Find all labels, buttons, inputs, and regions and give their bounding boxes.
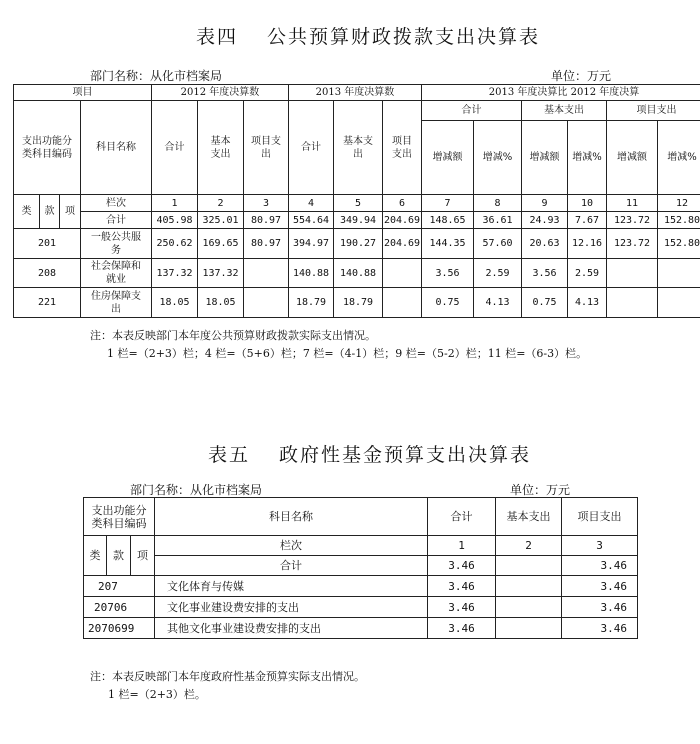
sum-cell: 554.64	[289, 212, 334, 229]
r221-cell	[607, 288, 658, 318]
table4-title: 表四 公共预算财政拨款支出决算表	[196, 26, 541, 48]
sum-cell: 204.69	[383, 212, 422, 229]
t5-header-total: 合计	[428, 498, 496, 536]
t5-row-code: 20706	[84, 597, 155, 618]
t5-sum-project: 3.46	[562, 556, 638, 576]
colno-cell: 7	[422, 195, 474, 212]
t5-sum-total: 3.46	[428, 556, 496, 576]
r201-cell: 123.72	[607, 229, 658, 259]
t5-colno-cell: 3	[562, 536, 638, 556]
colno-cell: 2	[198, 195, 244, 212]
header-2013: 2013 年度决算数	[289, 85, 422, 101]
sum-cell: 148.65	[422, 212, 474, 229]
r208-cell: 140.88	[289, 259, 334, 288]
r221-cell: 0.75	[522, 288, 568, 318]
row-name-208: 社会保障和就业	[81, 259, 152, 288]
header-2012-basic: 基本支出	[198, 101, 244, 195]
row-label-colno: 栏次	[81, 195, 152, 212]
t5-row-code: 207	[84, 576, 155, 597]
table4-note: 注：本表反映部门本年度公共预算财政拨款实际支出情况。	[90, 329, 376, 342]
r221-cell: 4.13	[568, 288, 607, 318]
t5-row-basic	[496, 576, 562, 597]
t5-row-project: 3.46	[562, 618, 638, 639]
t5-header-code: 支出功能分类科目编码	[84, 498, 155, 536]
sum-cell: 349.94	[334, 212, 383, 229]
r221-cell	[658, 288, 700, 318]
row-code-221: 221	[14, 288, 81, 318]
t5-header-xiang: 项	[131, 536, 155, 576]
t5-header-kuan: 款	[107, 536, 131, 576]
header-2013-basic: 基本支出	[334, 101, 383, 195]
header-2013-project: 项目支出	[383, 101, 422, 195]
r221-cell: 18.05	[198, 288, 244, 318]
header-incpct: 增减%	[568, 121, 607, 195]
r201-cell: 394.97	[289, 229, 334, 259]
header-item: 项目	[14, 85, 152, 101]
r201-cell: 190.27	[334, 229, 383, 259]
header-kuan: 款	[40, 195, 60, 229]
header-2013-total: 合计	[289, 101, 334, 195]
colno-cell: 11	[607, 195, 658, 212]
colno-cell: 3	[244, 195, 289, 212]
t5-row-total: 3.46	[428, 597, 496, 618]
table5-unit: 单位：万元	[510, 483, 571, 497]
t5-row-name: 文化体育与传媒	[155, 576, 428, 597]
header-incamt: 增减额	[522, 121, 568, 195]
r221-cell: 4.13	[474, 288, 522, 318]
sum-cell: 80.97	[244, 212, 289, 229]
header-2012-total: 合计	[152, 101, 198, 195]
r201-cell: 57.60	[474, 229, 522, 259]
r208-cell	[383, 259, 422, 288]
r208-cell	[244, 259, 289, 288]
r221-cell: 18.79	[289, 288, 334, 318]
row-name-201: 一般公共服务	[81, 229, 152, 259]
r208-cell: 137.32	[152, 259, 198, 288]
header-subject: 科目名称	[81, 101, 152, 195]
r201-cell: 169.65	[198, 229, 244, 259]
header-incamt: 增减额	[607, 121, 658, 195]
t5-row-project: 3.46	[562, 597, 638, 618]
r221-cell: 0.75	[422, 288, 474, 318]
colno-cell: 10	[568, 195, 607, 212]
row-code-201: 201	[14, 229, 81, 259]
t5-row-code: 2070699	[84, 618, 155, 639]
r201-cell: 12.16	[568, 229, 607, 259]
t5-row-total: 3.46	[428, 576, 496, 597]
header-cmp-basic: 基本支出	[522, 101, 607, 121]
sum-cell: 7.67	[568, 212, 607, 229]
t5-row-project: 3.46	[562, 576, 638, 597]
header-cmp-project: 项目支出	[607, 101, 700, 121]
sum-cell: 152.80	[658, 212, 700, 229]
t5-row-total: 3.46	[428, 618, 496, 639]
row-code-208: 208	[14, 259, 81, 288]
colno-cell: 8	[474, 195, 522, 212]
r221-cell	[244, 288, 289, 318]
sum-cell: 24.93	[522, 212, 568, 229]
r201-cell: 144.35	[422, 229, 474, 259]
r208-cell	[658, 259, 700, 288]
sum-cell: 325.01	[198, 212, 244, 229]
t5-header-project: 项目支出	[562, 498, 638, 536]
header-incpct: 增减%	[658, 121, 700, 195]
t5-row-name: 其他文化事业建设费安排的支出	[155, 618, 428, 639]
t5-row-name: 文化事业建设费安排的支出	[155, 597, 428, 618]
table5-title: 表五 政府性基金预算支出决算表	[208, 444, 532, 466]
table5-government-fund-expenditure	[83, 497, 638, 639]
header-cmp-total: 合计	[422, 101, 522, 121]
row-name-221: 住房保障支出	[81, 288, 152, 318]
row-label-sum: 合计	[81, 212, 152, 229]
t5-colno-cell: 2	[496, 536, 562, 556]
r208-cell: 2.59	[474, 259, 522, 288]
t5-header-lei: 类	[84, 536, 107, 576]
r221-cell: 18.05	[152, 288, 198, 318]
t5-row-label-colno: 栏次	[155, 536, 428, 556]
header-2012-project: 项目支出	[244, 101, 289, 195]
t5-row-label-sum: 合计	[155, 556, 428, 576]
t5-row-basic	[496, 618, 562, 639]
r208-cell: 137.32	[198, 259, 244, 288]
sum-cell: 36.61	[474, 212, 522, 229]
table5-formula: 1 栏=（2+3）栏。	[108, 688, 206, 701]
r221-cell	[383, 288, 422, 318]
table4-unit: 单位：万元	[551, 69, 612, 83]
header-incpct: 增减%	[474, 121, 522, 195]
r201-cell: 80.97	[244, 229, 289, 259]
colno-cell: 9	[522, 195, 568, 212]
colno-cell: 6	[383, 195, 422, 212]
header-incamt: 增减额	[422, 121, 474, 195]
table4-department: 部门名称：从化市档案局	[90, 69, 223, 83]
r201-cell: 204.69	[383, 229, 422, 259]
t5-header-basic: 基本支出	[496, 498, 562, 536]
colno-cell: 12	[658, 195, 700, 212]
t5-row-basic	[496, 597, 562, 618]
colno-cell: 5	[334, 195, 383, 212]
table5-note: 注：本表反映部门本年度政府性基金预算实际支出情况。	[90, 670, 365, 683]
r201-cell: 20.63	[522, 229, 568, 259]
colno-cell: 1	[152, 195, 198, 212]
header-xiang: 项	[60, 195, 81, 229]
r201-cell: 250.62	[152, 229, 198, 259]
sum-cell: 405.98	[152, 212, 198, 229]
t5-colno-cell: 1	[428, 536, 496, 556]
sum-cell: 123.72	[607, 212, 658, 229]
r221-cell: 18.79	[334, 288, 383, 318]
r208-cell: 3.56	[522, 259, 568, 288]
colno-cell: 4	[289, 195, 334, 212]
r208-cell: 2.59	[568, 259, 607, 288]
header-compare: 2013 年度决算比 2012 年度决算	[422, 85, 700, 101]
header-code: 支出功能分类科目编码	[14, 101, 81, 195]
r208-cell	[607, 259, 658, 288]
table5-department: 部门名称：从化市档案局	[130, 483, 263, 497]
table4-formula: 1 栏=（2+3）栏；4 栏=（5+6）栏；7 栏=（4-1）栏；9 栏=（5-2）栏；11 栏=（6-3）栏。	[107, 347, 588, 360]
r208-cell: 140.88	[334, 259, 383, 288]
t5-header-subject: 科目名称	[155, 498, 428, 536]
t5-sum-basic	[496, 556, 562, 576]
header-2012: 2012 年度决算数	[152, 85, 289, 101]
r201-cell: 152.80	[658, 229, 700, 259]
header-lei: 类	[14, 195, 40, 229]
table4-public-budget-expenditure	[13, 84, 700, 318]
r208-cell: 3.56	[422, 259, 474, 288]
